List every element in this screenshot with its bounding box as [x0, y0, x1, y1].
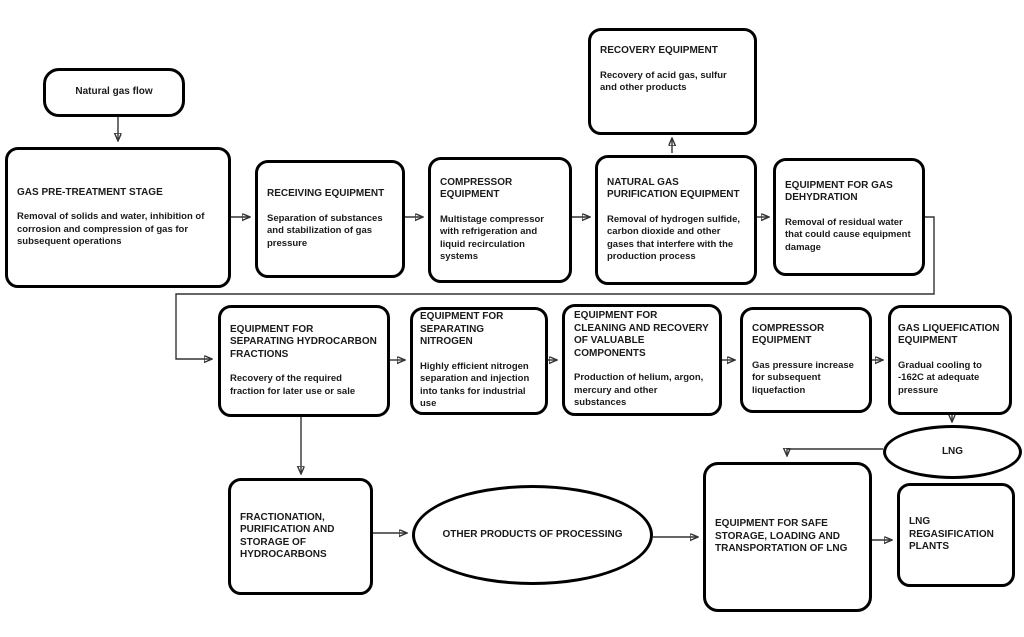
node-title: RECEIVING EQUIPMENT	[267, 188, 385, 199]
node-body: Removal of hydrogen sulfide, carbon dioxide and other gases that interfere with the production process	[607, 213, 741, 262]
node-body: Highly efficient nitrogen separation and injection into tanks for industrial use	[420, 360, 530, 410]
node-body: Removal of residual water that could cause equipment damage	[785, 216, 911, 253]
node-separating-nitrogen	[410, 307, 548, 415]
node-compressor-equipment-2	[740, 307, 872, 413]
node-title: GAS LIQUEFICATION EQUIPMENT	[898, 322, 1000, 347]
node-body: Removal of solids and water, inhibition of corrosion and compression of gas for subsequent operations	[17, 211, 205, 247]
connector-lng-to-storage	[787, 449, 883, 455]
node-body: Gas pressure increase for subsequent liquefaction	[752, 359, 854, 396]
node-label: OTHER PRODUCTS OF PROCESSING	[442, 528, 623, 540]
node-lng-ellipse	[883, 425, 1022, 479]
node-fractionation-storage	[228, 478, 373, 595]
node-safe-storage-lng	[703, 462, 872, 612]
node-body: Gradual cooling to -162C at adequate pressure	[898, 359, 982, 396]
node-receiving-equipment	[255, 160, 405, 278]
node-purification-equipment	[595, 155, 757, 285]
node-title: EQUIPMENT FOR SAFE STORAGE, LOADING AND TRANSPORTATION OF LNG	[715, 518, 848, 555]
node-natural-gas-flow	[43, 68, 185, 117]
node-title: NATURAL GAS PURIFICATION EQUIPMENT	[607, 176, 740, 200]
node-title: GAS PRE-TREATMENT STAGE	[17, 186, 163, 198]
node-title: EQUIPMENT FOR SEPARATING NITROGEN	[420, 311, 504, 348]
node-title: EQUIPMENT FOR GAS DEHYDRATION	[785, 179, 893, 204]
node-body: Multistage compressor with refrigeration and liquid recirculation systems	[440, 213, 544, 262]
node-compressor-equipment-1	[428, 157, 572, 283]
node-recovery-equipment	[588, 28, 757, 135]
node-title: LNG REGASIFICATION PLANTS	[909, 516, 994, 553]
node-separating-hydrocarbon-fractions	[218, 305, 390, 417]
node-other-products-ellipse	[412, 485, 653, 585]
node-body: Production of helium, argon, mercury and other substances	[574, 372, 704, 409]
node-pre-treatment	[5, 147, 231, 288]
node-title: FRACTIONATION, PURIFICATION AND STORAGE OF HYDROCARBONS	[240, 511, 335, 560]
node-title: EQUIPMENT FOR SEPARATING HYDROCARBON FRACTIONS	[230, 323, 377, 360]
node-title: EQUIPMENT FOR CLEANING AND RECOVERY OF VALUABLE COMPONENTS	[574, 310, 709, 359]
node-gas-dehydration	[773, 158, 925, 276]
node-body: Separation of substances and stabilization of gas pressure	[267, 212, 383, 249]
node-label: Natural gas flow	[75, 86, 153, 98]
node-title: COMPRESSOR EQUIPMENT	[752, 322, 825, 347]
node-body: Recovery of the required fraction for later use or sale	[230, 373, 356, 397]
node-label: LNG	[941, 445, 964, 457]
node-body: Recovery of acid gas, sulfur and other products	[600, 69, 727, 93]
node-lng-regasification	[897, 483, 1015, 587]
node-gas-liquefication	[888, 305, 1012, 415]
node-title: RECOVERY EQUIPMENT	[600, 45, 718, 56]
node-title: COMPRESSOR EQUIPMENT	[440, 176, 513, 200]
node-cleaning-recovery-valuable	[562, 304, 722, 416]
